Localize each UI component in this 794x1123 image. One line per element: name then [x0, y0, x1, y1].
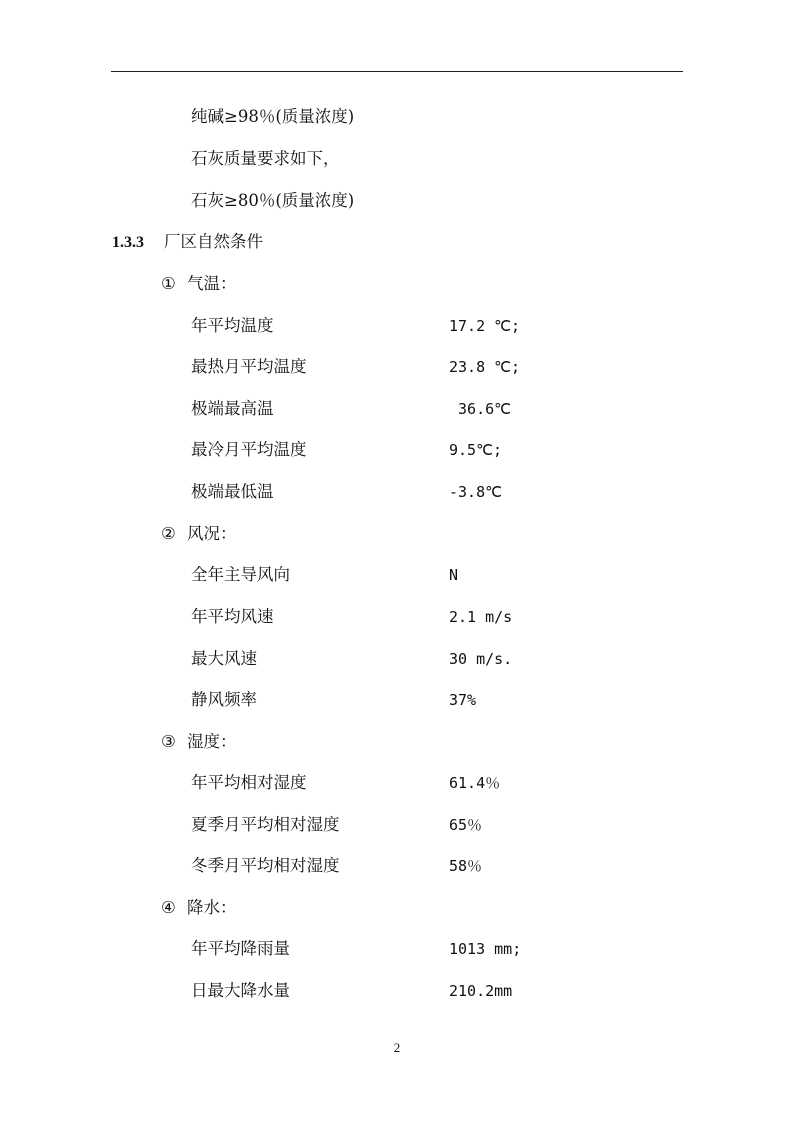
row-label: 最热月平均温度 — [191, 357, 307, 376]
header-rule — [111, 71, 683, 72]
lime-quality-intro: 石灰质量要求如下， — [191, 149, 340, 168]
row-label: 极端最高温 — [191, 399, 274, 418]
group-marker: ① — [161, 274, 176, 293]
row-value: 23.8 ℃; — [449, 358, 521, 376]
group-heading-precipitation — [161, 895, 237, 921]
section-title: 厂区自然条件 — [164, 232, 263, 251]
group-title: 气温： — [187, 274, 237, 293]
group-title: 湿度： — [187, 732, 237, 751]
group-heading-wind — [161, 521, 237, 547]
group-title: 风况： — [187, 524, 237, 543]
row-label: 最冷月平均温度 — [191, 440, 307, 459]
row-value: 36.6℃ — [449, 400, 511, 418]
row-label: 年平均相对湿度 — [191, 773, 307, 792]
row-value: 210.2mm — [449, 982, 513, 1000]
row-value: 2.1 m/s — [449, 608, 513, 626]
group-marker: ③ — [161, 732, 176, 751]
row-value: 65％ — [449, 816, 483, 834]
row-label: 极端最低温 — [191, 482, 274, 501]
section-number: 1.3.3 — [112, 234, 144, 251]
row-label: 冬季月平均相对湿度 — [191, 856, 340, 875]
group-title: 降水： — [187, 898, 237, 917]
section-heading — [112, 229, 263, 255]
row-value: 37% — [449, 691, 477, 709]
row-value: 1013 mm; — [449, 940, 522, 958]
row-label: 年平均降雨量 — [191, 939, 290, 958]
row-value: -3.8℃ — [449, 483, 502, 501]
row-label: 全年主导风向 — [191, 565, 290, 584]
soda-quality-line: 纯碱≥98％(质量浓度) — [191, 107, 355, 126]
row-label: 年平均风速 — [191, 607, 274, 626]
row-label: 最大风速 — [191, 649, 257, 668]
group-heading-humidity — [161, 729, 237, 755]
row-value: 61.4％ — [449, 774, 501, 792]
row-value: 9.5℃; — [449, 441, 502, 459]
page-number: 2 — [393, 1040, 401, 1055]
row-label: 年平均温度 — [191, 316, 274, 335]
group-marker: ④ — [161, 898, 176, 917]
row-value: 58％ — [449, 857, 483, 875]
row-value: 17.2 ℃; — [449, 317, 521, 335]
group-heading-temperature — [161, 271, 237, 297]
row-label: 夏季月平均相对湿度 — [191, 815, 340, 834]
lime-quality-line: 石灰≥80％(质量浓度) — [191, 191, 355, 210]
group-marker: ② — [161, 524, 176, 543]
row-value: 30 m/s. — [449, 650, 513, 668]
row-value: N — [449, 566, 459, 584]
row-label: 日最大降水量 — [191, 981, 290, 1000]
row-label: 静风频率 — [191, 690, 257, 709]
